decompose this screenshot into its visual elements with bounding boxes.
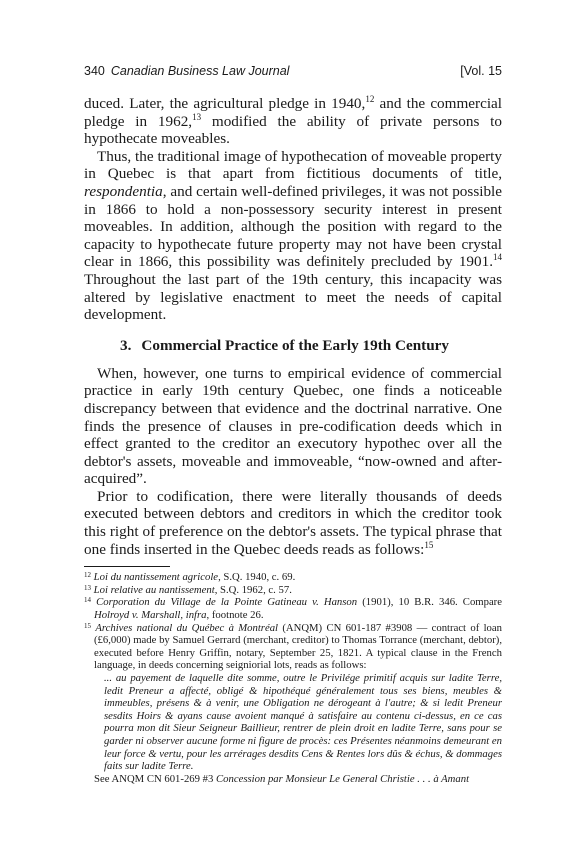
- body-text: [84, 95, 502, 558]
- footnote-ref-14[interactable]: 14: [493, 252, 502, 263]
- footnote-14-italic-2: Holroyd v. Marshall, infra: [94, 609, 207, 622]
- paragraph-2: [84, 148, 502, 324]
- footnote-15-text: (ANQM) CN 601-187 #3908 — contract of loan (£6,000) made by Samuel Gerrard (merchant, creditor) to Thomas Torrance (merchant, debtor), executed before Henry Griffin, notary, September 25, 1821. A typical clause in the French language, in deeds concerning seigniorial lots, reads as follows:: [94, 621, 502, 672]
- footnote-15-see: [84, 773, 502, 786]
- footnote-14: [84, 596, 502, 621]
- paragraph-2-text-a: Thus, the traditional image of hypothecation of moveable property in Quebec is that apart from fictitious documents of title,: [84, 147, 502, 183]
- footnote-15-see-italic: Concession par Monsieur Le General Christie . . . à Amant: [216, 772, 470, 785]
- footnote-mark-15: 15: [84, 621, 91, 630]
- footnote-15-see-text: See ANQM CN 601-269 #3: [94, 772, 217, 785]
- footnotes: [84, 571, 502, 785]
- footnote-divider: [84, 566, 170, 567]
- paragraph-2-text-b: , and certain well-defined privileges, it was not possible in 1866 to hold a non-possessory security interest in present moveables. In addition, although the position with regard to the capacity to hypothecate future property may not have been crystal clear in 1866, this possibility was definitely precluded by 1901.: [84, 182, 502, 271]
- paragraph-1-text-a: duced. Later, the agricultural pledge in 1940,: [84, 95, 366, 112]
- footnote-mark-14: 14: [84, 596, 91, 605]
- footnote-ref-15[interactable]: 15: [424, 539, 434, 550]
- footnote-14-text-2: , footnote 26.: [206, 609, 264, 622]
- journal-title: Canadian Business Law Journal: [110, 64, 290, 78]
- footnote-ref-13[interactable]: 13: [192, 111, 202, 122]
- paragraph-1-text-c: modified the ability of private persons to hypothecate moveables.: [84, 112, 502, 148]
- footnote-ref-12[interactable]: 12: [365, 94, 375, 104]
- paragraph-1: [84, 95, 502, 148]
- paragraph-3: When, however, one turns to empirical evidence of commercial practice in early 19th century Quebec, one finds a noticeable discrepancy between that evidence and the doctrinal narrative. One finds the presence of clauses in pre-codification deeds which in effect granted to the creditor an executory hypothec over all the debtor's assets, moveable and immoveable, “now-owned and after-acquired”.: [84, 364, 502, 488]
- paragraph-2-italic-term: respondentia: [84, 182, 163, 200]
- footnote-12-text: , S.Q. 1940, c. 69.: [218, 571, 296, 584]
- footnote-15-italic: Archives national du Québec à Montréal: [95, 621, 279, 634]
- page-number: 340: [84, 64, 105, 78]
- volume-label: [Vol. 15: [460, 64, 502, 78]
- footnote-mark-13: 13: [84, 583, 91, 592]
- footnote-mark-12: 12: [84, 571, 91, 580]
- paragraph-4: [84, 488, 502, 558]
- section-number: 3.: [120, 336, 132, 354]
- footnote-13: [84, 584, 502, 597]
- footnote-14-text-1: (1901), 10 B.R. 346. Compare: [357, 596, 502, 609]
- running-head-left: [84, 64, 289, 78]
- paragraph-4-text: Prior to codification, there were literally thousands of deeds executed between debtors and creditors in which the creditor took this right of preference on the debtor's assets. The typical phrase that one finds inserted in the Quebec deeds reads as follows:: [84, 487, 502, 558]
- footnote-13-text: , S.Q. 1962, c. 57.: [214, 583, 292, 596]
- footnote-12: [84, 571, 502, 584]
- paragraph-1-text-b: and the commercial pledge in 1962,: [84, 95, 502, 130]
- document-page: [84, 64, 502, 785]
- footnote-13-italic: Loi relative au nantissement: [93, 583, 215, 596]
- section-heading: [84, 337, 502, 355]
- paragraph-2-text-c: Throughout the last part of the 19th century, this incapacity was altered by legislative enactment to meet the needs of capital development.: [84, 270, 502, 324]
- section-title: Commercial Practice of the Early 19th Century: [141, 336, 449, 354]
- footnote-15: [84, 622, 502, 672]
- footnote-12-italic: Loi du nantissement agricole: [93, 571, 219, 584]
- running-head: [84, 64, 502, 82]
- footnote-14-italic-1: Corporation du Village de la Pointe Gatineau v. Hanson: [96, 596, 358, 609]
- footnote-15-quote: ... au payement de laquelle dite somme, outre le Privilége primitif acquis sur ladite Terre, ledit Preneur a affecté, obligé & hipothéqué généralement tous ses biens, meubles & immeubles, présens & à venir, une Obligation ne dérogeant à l'autre; & si ledit Preneur sesdits Hoirs & ayans cause avoient manqué à satisfaire au contenu ci-dessus, en ce cas pourra mon dit Sieur Seigneur Baillieur, rentrer de plein droit en ladite Terre, sans pour se garder ni observer aucune forme ni figure de procès: ces Présentes néanmoins demeurant en leur force & vertu, pour les arrérages desdits Cens & Rentes lors dûs & échus, & dommages faits sur ladite Terre.: [104, 672, 502, 773]
